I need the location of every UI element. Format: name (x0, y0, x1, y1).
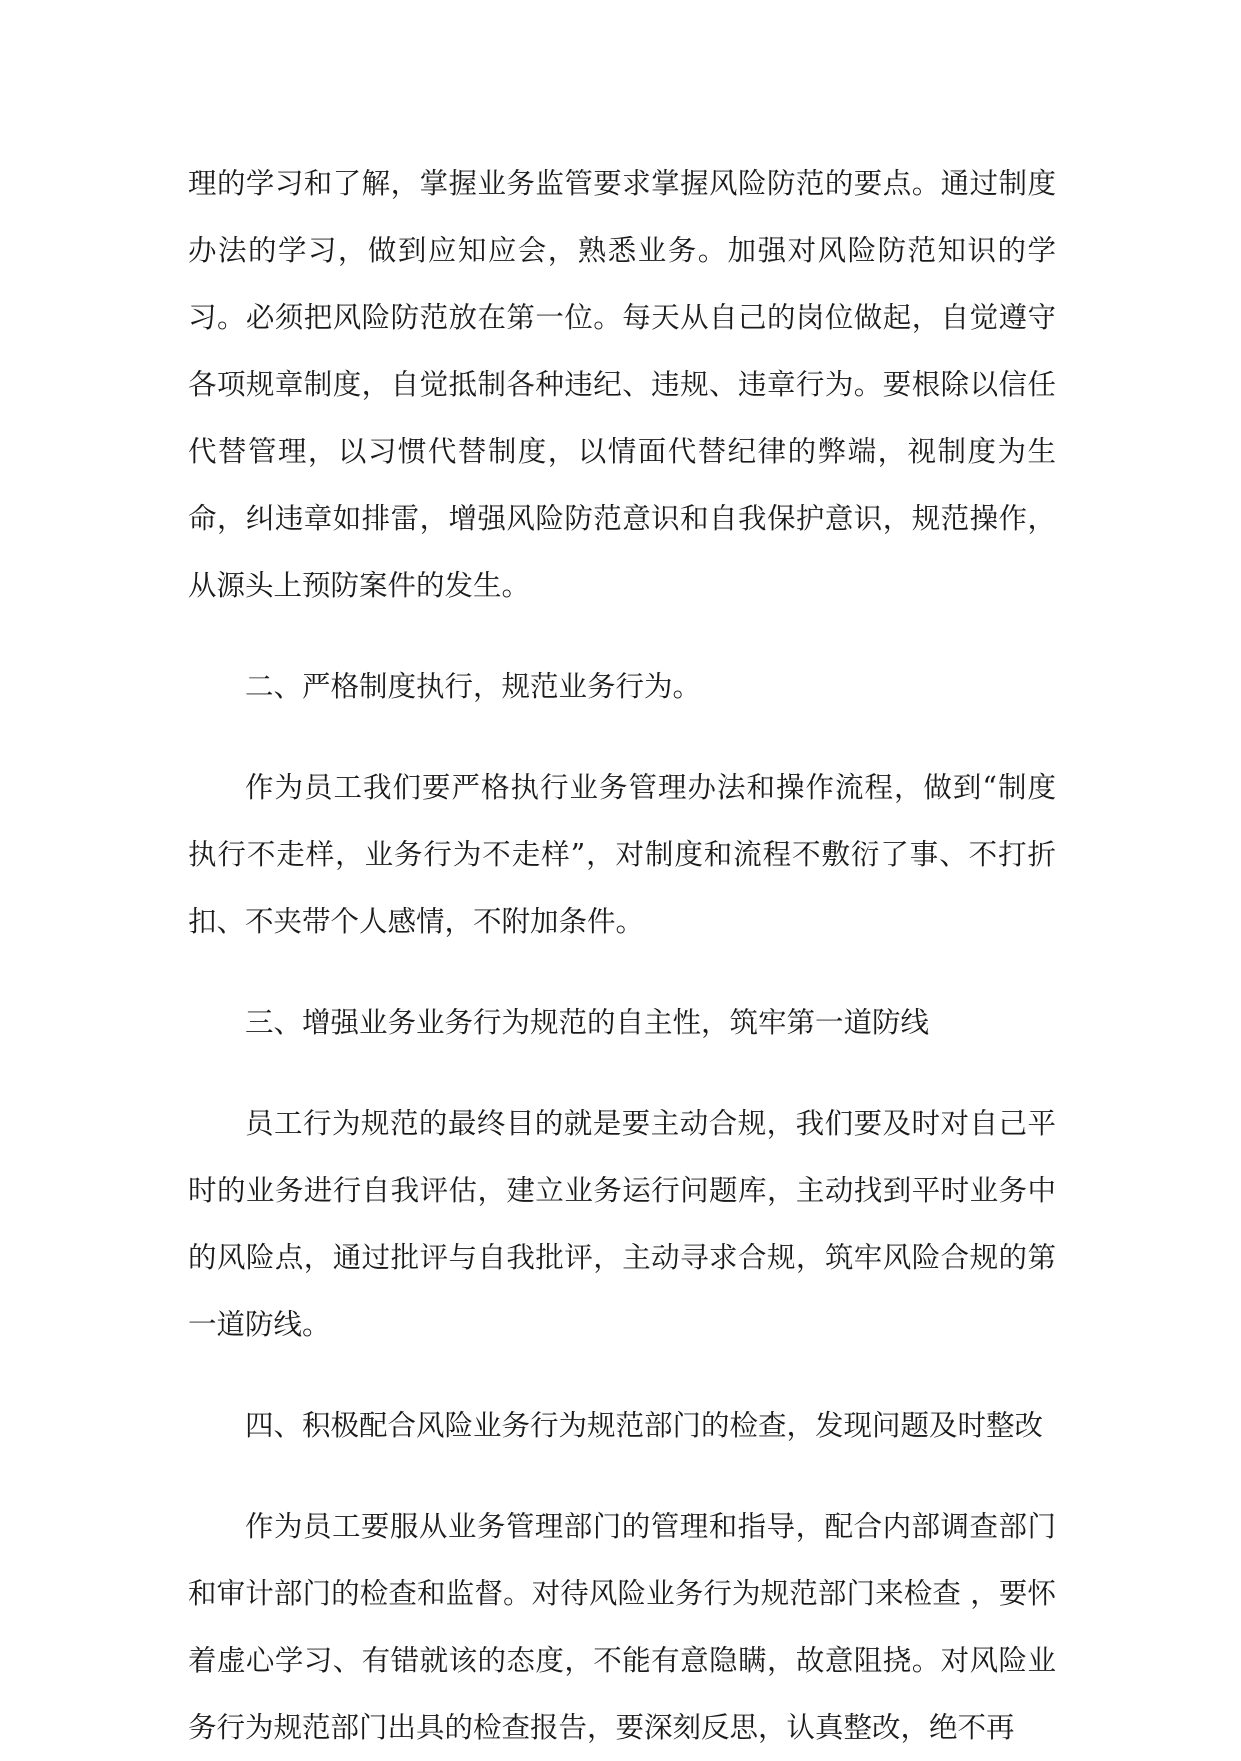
paragraph-continued: 理的学习和了解，掌握业务监管要求掌握风险防范的要点。通过制度办法的学习，做到应知应会，熟悉业务。加强对风险防范知识的学习。必须把风险防范放在第一位。每天从自己的岗位做起，自觉遵守各项规章制度，自觉抵制各种违纪、违规、违章行为。要根除以信任代替管理，以习惯代替制度，以情面代替纪律的弊端，视制度为生命，纠违章如排雷，增强风险防范意识和自我保护意识，规范操作，从源头上预防案件的发生。 (188, 167, 1056, 602)
section-heading-4: 四、积极配合风险业务行为规范部门的检查，发现问题及时整改 (245, 1409, 1044, 1442)
section-heading-2: 二、严格制度执行，规范业务行为。 (245, 670, 702, 703)
section-heading-3: 三、增强业务业务行为规范的自主性，筑牢第一道防线 (245, 1006, 930, 1039)
paragraph-section-4: 作为员工要服从业务管理部门的管理和指导，配合内部调查部门和审计部门的检查和监督。对待风险业务行为规范部门来检查 ，要怀着虚心学习、有错就该的态度，不能有意隐瞒，故意阻挠。对风险业务行为规范部门出具的检查报告，要深刻反思，认真整改，绝不再 (188, 1510, 1056, 1744)
paragraph-section-2: 作为员工我们要严格执行业务管理办法和操作流程，做到“制度执行不走样，业务行为不走样”，对制度和流程不敷衍了事、不打折扣、不夹带个人感情，不附加条件。 (188, 771, 1056, 938)
paragraph-section-3: 员工行为规范的最终目的就是要主动合规，我们要及时对自己平时的业务进行自我评估，建立业务运行问题库，主动找到平时业务中的风险点，通过批评与自我批评，主动寻求合规，筑牢风险合规的第一道防线。 (188, 1107, 1056, 1341)
document-body (188, 150, 1056, 1761)
